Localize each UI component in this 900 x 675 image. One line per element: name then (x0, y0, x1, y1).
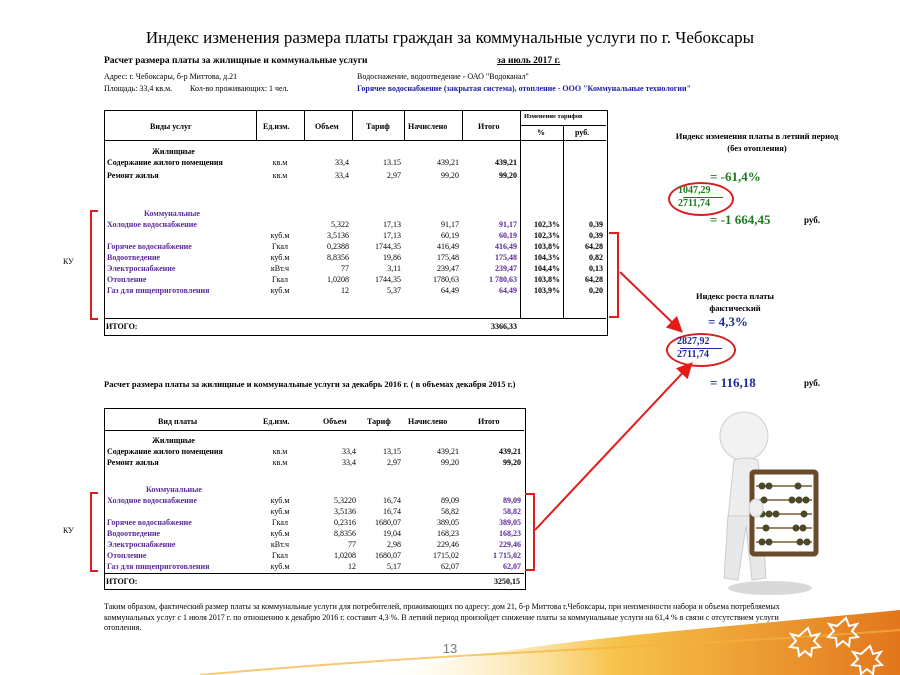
arrow-to-growth-bottom (535, 365, 690, 530)
cell: 1780,63 (433, 275, 459, 284)
cell: Жилищные (152, 147, 195, 156)
cell: 1,0208 (327, 275, 349, 284)
cell: 1 715,02 (493, 551, 521, 560)
cell: Отопление (107, 551, 147, 560)
t2-header-charged: Начислено (408, 417, 448, 426)
cell: 5,17 (387, 562, 401, 571)
cell: 104,4% (534, 264, 560, 273)
cell: 229,46 (437, 540, 459, 549)
cell: 389,05 (437, 518, 459, 527)
cell: куб.м (270, 529, 290, 538)
cell: 103,8% (534, 275, 560, 284)
figure-with-abacus-illustration (706, 408, 836, 598)
cell: 16,74 (383, 507, 401, 516)
cell: 1680,07 (375, 551, 401, 560)
cell: 99,20 (441, 170, 459, 180)
cell: куб.м (270, 231, 290, 240)
t1-header-rub: руб. (575, 128, 590, 137)
cell: Холодное водоснабжение (107, 496, 197, 505)
cell: Гкал (271, 275, 288, 284)
growth-unit: руб. (804, 378, 821, 388)
cell: 103,8% (534, 242, 560, 251)
cell: 64,49 (499, 286, 517, 295)
t2-header-tariff: Тариф (367, 417, 391, 426)
cell: Содержание жилого помещения (107, 158, 223, 167)
growth-index-percent: = 4,3% (708, 314, 748, 329)
cell: 2,98 (387, 540, 401, 549)
cell: Ремонт жилья (107, 170, 159, 180)
cell: 8,8356 (334, 529, 356, 538)
summer-val1: 1047,29 (678, 185, 711, 196)
cell: 89,09 (503, 496, 521, 505)
growth-val1: 2827,92 (677, 336, 710, 347)
residents: Кол-во проживающих: 1 чел. (190, 84, 289, 93)
cell: 8,8356 (327, 253, 349, 262)
provider-water: Водоснажение, водоотведение - ОАО "Водоканал" (357, 72, 529, 81)
cell: куб.м (270, 286, 290, 295)
cell: кВт.ч (270, 540, 290, 549)
cell: Отопление (107, 275, 147, 284)
cell: кв.м (272, 170, 288, 180)
arrow-to-growth-top (620, 272, 680, 330)
cell: Гкал (271, 551, 288, 560)
cell: 1744,35 (375, 242, 401, 251)
cell: 33,4 (342, 458, 356, 467)
cell: 62,07 (503, 562, 521, 571)
cell: 416,49 (495, 242, 517, 251)
table1-total-value: 3366,33 (491, 322, 517, 331)
cell: 103,9% (534, 286, 560, 295)
table2-total-value: 3250,15 (494, 577, 520, 586)
cell: Холодное водоснабжение (107, 220, 197, 229)
cell: 239,47 (495, 264, 517, 273)
cell: 89,09 (441, 496, 459, 505)
cell: Коммунальные (146, 485, 202, 494)
cell: 1744,35 (375, 275, 401, 284)
cell: 0,2316 (334, 518, 356, 527)
section1-period: за июль 2017 г. (497, 56, 561, 66)
cell: 64,49 (441, 286, 459, 295)
conclusion-text: Таким образом, фактический размер платы за коммунальные услуги для потребителей, проживающих по адресу: дом 21, б-р Миттова г.Чебоксары, при неизменности набора и объема потребляемых коммунальных услуг с 1 июля 2017 г. по отношению к декабрю 2016 г. составит 4,3 %. В летний период произойдет снижение платы за коммунальные услуги на 61,4 % в связи с отсутствием услуги отопления. (104, 602, 780, 632)
cell: 60,19 (499, 231, 517, 240)
cell: 0,13 (589, 264, 603, 273)
t2-header-unit: Ед.изм. (263, 417, 290, 426)
cell: 3,11 (387, 264, 401, 273)
cell: 19,86 (383, 253, 401, 262)
cell: Водоотведение (107, 253, 161, 262)
t1-header-tariff: Тариф (366, 122, 390, 131)
cell: 99,20 (441, 458, 459, 467)
cell: 1,0208 (334, 551, 356, 560)
cell: Газ для пищеприготовления (107, 286, 210, 295)
t2-header-volume: Объем (323, 417, 347, 426)
cell: 0,20 (589, 286, 603, 295)
cell: Водоотведение (107, 529, 161, 538)
cell: 17,13 (383, 220, 401, 229)
cell: 0,2388 (327, 242, 349, 251)
page-title: Индекс изменения размера платы граждан за коммунальные услуги по г. Чебоксары (145, 28, 755, 47)
growth-index-label: Индекс роста платы фактический (695, 291, 775, 313)
cell: 62,07 (441, 562, 459, 571)
cell: 12 (348, 562, 356, 571)
cell: 1715,02 (433, 551, 459, 560)
cell: 33,4 (342, 447, 356, 456)
cell: 64,28 (585, 242, 603, 251)
growth-val2: 2711,74 (677, 349, 709, 360)
page-number: 13 (442, 641, 458, 656)
cell: 5,37 (387, 286, 401, 295)
cell: 12 (341, 286, 349, 295)
cell: Гкал (271, 242, 288, 251)
cell: 13.15 (383, 158, 401, 167)
t1-header-tariff-change: Изменение тарифов (524, 113, 583, 120)
cell: 58,82 (441, 507, 459, 516)
cell: кв.м (272, 158, 288, 167)
cell: Газ для пищеприготовления (107, 562, 210, 571)
cell: 3,5136 (327, 231, 349, 240)
cell: 3,5136 (334, 507, 356, 516)
summer-val2: 2711,74 (678, 198, 710, 209)
cell: 60,19 (441, 231, 459, 240)
provider-heat: Горячее водоснабжение (закрытая система), отопление - ООО "Коммунальные технологии" (357, 84, 692, 93)
cell: 389,05 (499, 518, 521, 527)
cell: куб.м (270, 562, 290, 571)
cell: 13,15 (383, 447, 401, 456)
cell: 16,74 (383, 496, 401, 505)
cell: кв.м (272, 447, 288, 456)
summer-index-label: Индекс изменения платы в летний период (без отопления) (675, 131, 839, 153)
t1-header-unit: Ед.изм. (263, 122, 290, 131)
growth-diff: = 116,18 (710, 375, 756, 390)
t2-header-kind: Вид платы (158, 417, 198, 426)
cell: 439,21 (499, 447, 521, 456)
cell: Гкал (271, 518, 288, 527)
cell: 5,322 (331, 220, 349, 229)
cell: 102,3% (534, 231, 560, 240)
area: Площадь: 33,4 кв.м. (104, 84, 173, 93)
cell: 2,97 (387, 458, 401, 467)
cell: 175,48 (437, 253, 459, 262)
cell: 33,4 (335, 158, 349, 167)
cell: кв.м (272, 458, 288, 467)
cell: 168,23 (499, 529, 521, 538)
cell: 416,49 (437, 242, 459, 251)
cell: 99,20 (499, 170, 517, 180)
t1-header-charged: Начислено (408, 122, 448, 131)
cell: 17,13 (383, 231, 401, 240)
cell: Горячее водоснабжение (107, 242, 192, 251)
section2-heading: Расчет размера платы за жилищные и коммунальные услуги за декабрь 2016 г. ( в объемах декабря 2015 г.) (104, 379, 516, 389)
cell: 102,3% (534, 220, 560, 229)
cell: 1680,07 (375, 518, 401, 527)
summer-diff: = -1 664,45 (710, 212, 771, 227)
cell: 0,39 (589, 231, 603, 240)
t1-header-percent: % (537, 128, 545, 137)
cell: Электроснабжение (107, 264, 176, 273)
cell: Ремонт жилья (107, 458, 159, 467)
cell: 229,46 (499, 540, 521, 549)
cell: 99,20 (503, 458, 521, 467)
cell: Электроснабжение (107, 540, 176, 549)
cell: 439,21 (495, 158, 517, 167)
cell: Содержание жилого помещения (107, 447, 223, 456)
cell: 439,21 (437, 158, 459, 167)
cell: 91,17 (441, 220, 459, 229)
cell: куб.м (270, 253, 290, 262)
cell: 77 (348, 540, 356, 549)
cell: 0,39 (589, 220, 603, 229)
cell: 2,97 (387, 170, 401, 180)
cell: 168,23 (437, 529, 459, 538)
cell: 439,21 (437, 447, 459, 456)
summer-unit: руб. (804, 215, 821, 225)
cell: 0,82 (589, 253, 603, 262)
table1-total-label: ИТОГО: (106, 322, 138, 331)
cell: Коммунальные (144, 209, 200, 218)
summer-index-percent: = -61,4% (710, 169, 761, 184)
section1-heading: Расчет размера платы за жилищные и коммунальные услуги (104, 56, 368, 66)
table2-total-label: ИТОГО: (106, 577, 138, 586)
side-label-2: КУ (63, 526, 74, 535)
cell: куб.м (270, 507, 290, 516)
cell: Жилищные (152, 436, 195, 445)
cell: кВт.ч (270, 264, 290, 273)
t1-header-volume: Объем (315, 122, 339, 131)
cell: 5,3220 (334, 496, 356, 505)
t1-header-services: Виды услуг (150, 122, 192, 131)
cell: 19,04 (383, 529, 401, 538)
cell: 33,4 (335, 170, 349, 180)
cell: куб.м (270, 496, 290, 505)
cell: 58,82 (503, 507, 521, 516)
t2-header-total: Итого (478, 417, 500, 426)
cell: 175,48 (495, 253, 517, 262)
decorative-wave (0, 600, 900, 675)
t1-header-total: Итого (478, 122, 500, 131)
side-label-1: КУ (63, 257, 74, 266)
cell: 239,47 (437, 264, 459, 273)
cell: Горячее водоснабжение (107, 518, 192, 527)
address: Адрес: г. Чебоксары, б-р Миттова, д.21 (104, 72, 238, 81)
cell: 77 (341, 264, 349, 273)
cell: 1 780,63 (489, 275, 517, 284)
cell: 91,17 (499, 220, 517, 229)
cell: 104,3% (534, 253, 560, 262)
cell: 64,28 (585, 275, 603, 284)
